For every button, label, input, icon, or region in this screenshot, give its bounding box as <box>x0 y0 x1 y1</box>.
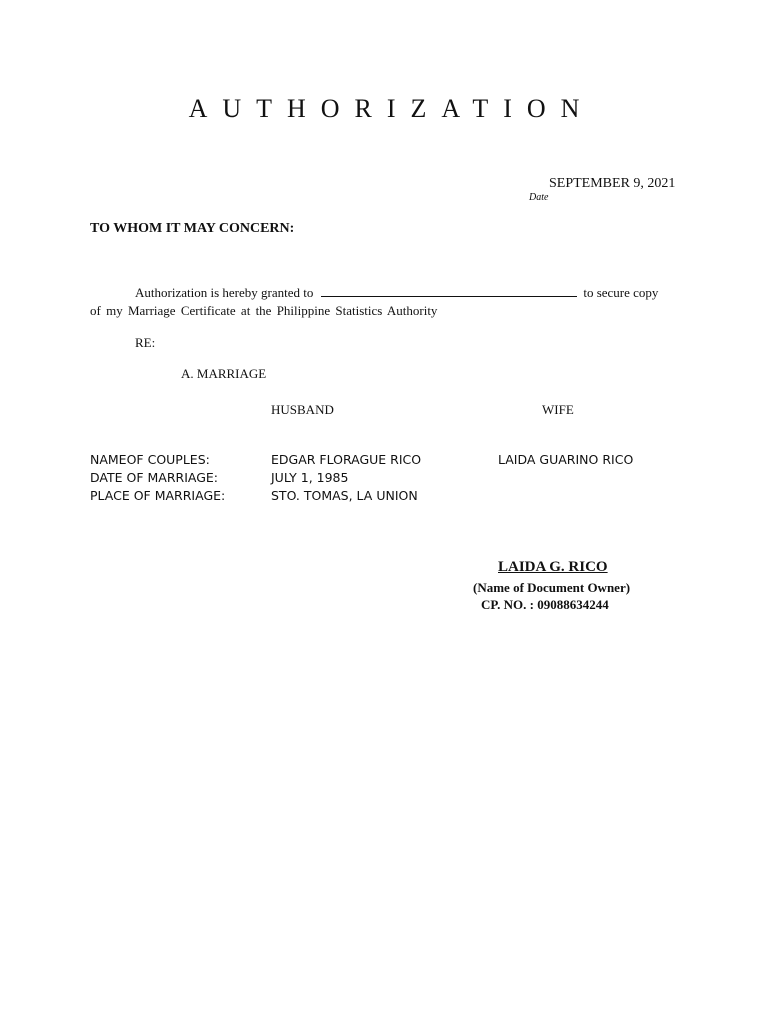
body-text-before-blank: Authorization is hereby granted to <box>135 285 314 300</box>
body-paragraph-line2: of my Marriage Certificate at the Philippine Statistics Authority <box>90 303 438 318</box>
date-value: SEPTEMBER 9, 2021 <box>549 176 676 191</box>
salutation: TO WHOM IT MAY CONCERN: <box>90 221 295 236</box>
column-header-wife: WIFE <box>542 402 574 417</box>
row-label-names: NAMEOF COUPLES: <box>90 452 210 467</box>
wife-name: LAIDA GUARINO RICO <box>498 452 634 467</box>
signatory-phone: CP. NO. : 09088634244 <box>481 597 609 612</box>
re-label: RE: <box>135 335 156 350</box>
place-of-marriage-value: STO. TOMAS, LA UNION <box>271 488 418 503</box>
section-label-marriage: A. MARRIAGE <box>181 366 267 381</box>
grantee-blank-line <box>321 285 577 297</box>
body-text-after-blank: to secure copy <box>583 285 659 300</box>
body-paragraph-line1 <box>135 285 658 301</box>
row-label-place-of-marriage: PLACE OF MARRIAGE: <box>90 488 226 503</box>
signatory-name: LAIDA G. RICO <box>498 559 608 575</box>
row-label-date-of-marriage: DATE OF MARRIAGE: <box>90 470 219 485</box>
date-label: Date <box>529 192 549 203</box>
signatory-caption: (Name of Document Owner) <box>473 580 631 595</box>
husband-name: EDGAR FLORAGUE RICO <box>271 452 422 467</box>
document-title: AUTHORIZATION <box>188 94 595 123</box>
date-of-marriage-value: JULY 1, 1985 <box>271 470 349 485</box>
column-header-husband: HUSBAND <box>271 402 334 417</box>
